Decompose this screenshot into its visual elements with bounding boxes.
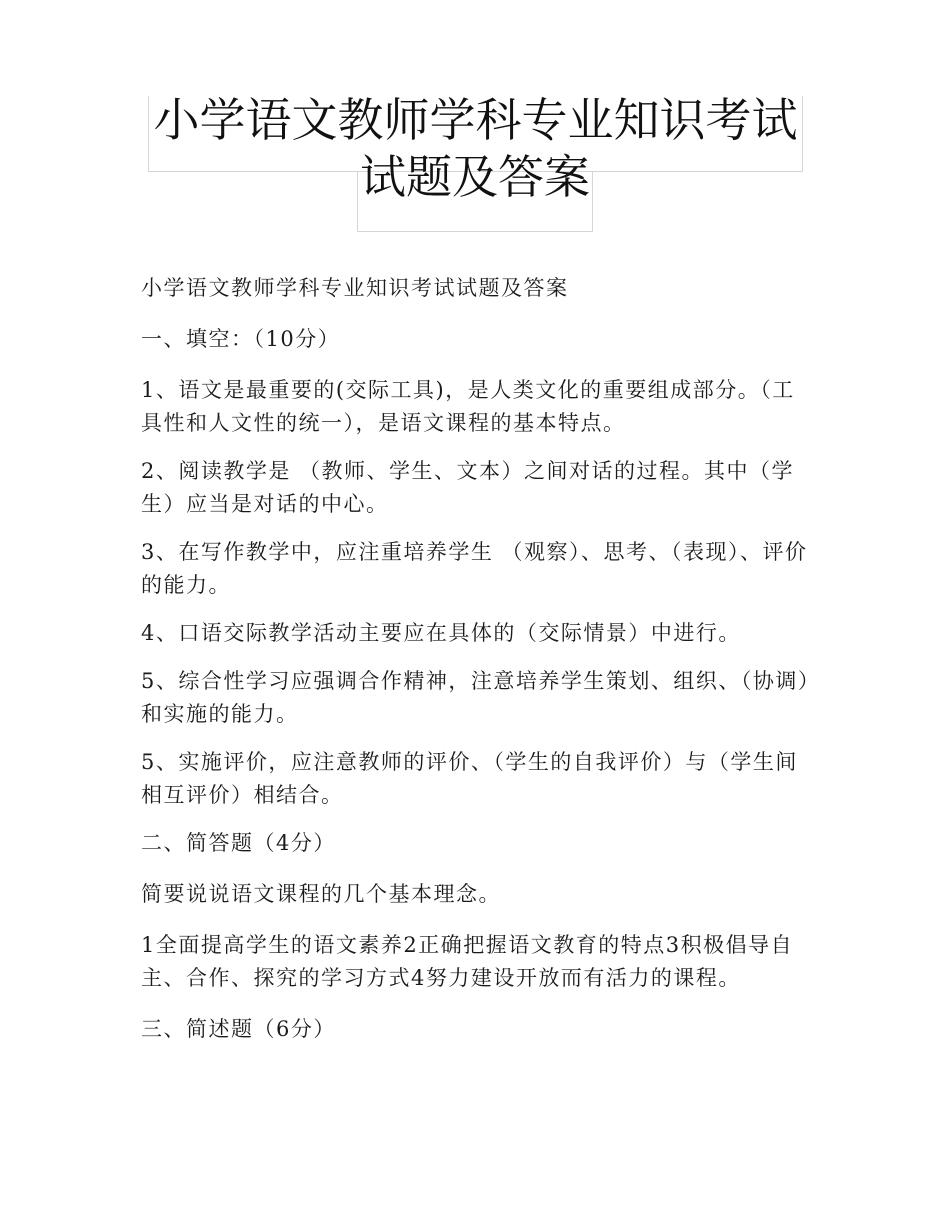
question-paragraph: 1、语文是最重要的(交际工具)，是人类文化的重要组成部分。（工具性和人文性的统一），是语文课程的基本特点。: [141, 378, 795, 435]
document-title-line-2: 试题及答案: [360, 150, 590, 204]
question-paragraph: 简要说说语文课程的几个基本理念。: [141, 882, 501, 906]
document-body: [141, 272, 813, 1060]
subtitle-paragraph: 小学语文教师学科专业知识考试试题及答案: [141, 276, 569, 300]
question-paragraph: 3、在写作教学中，应注重培养学生 （观察）、思考、（表现）、评价的能力。: [141, 540, 808, 597]
section-heading-essay: 三、简述题（6分）: [141, 1017, 336, 1041]
question-paragraph: 5、综合性学习应强调合作精神，注意培养学生策划、组织、（协调）和实施的能力。: [141, 669, 810, 726]
section-heading-short-answer: 二、简答题（4分）: [141, 831, 336, 855]
document-title-line-1: 小学语文教师学科专业知识考试: [153, 93, 798, 147]
section-heading-fill-in: 一、填空：（10分）: [141, 327, 341, 351]
question-paragraph: 5、实施评价，应注意教师的评价、（学生的自我评价）与（学生间相互评价）相结合。: [141, 750, 798, 807]
question-paragraph: 4、口语交际教学活动主要应在具体的（交际情景）中进行。: [141, 621, 741, 645]
answer-paragraph: 1全面提高学生的语文素养2正确把握语文教育的特点3积极倡导自主、合作、探究的学习方式4努力建设开放而有活力的课程。: [141, 933, 794, 990]
question-paragraph: 2、阅读教学是 （教师、学生、文本）之间对话的过程。其中（学生）应当是对话的中心。: [141, 459, 795, 516]
